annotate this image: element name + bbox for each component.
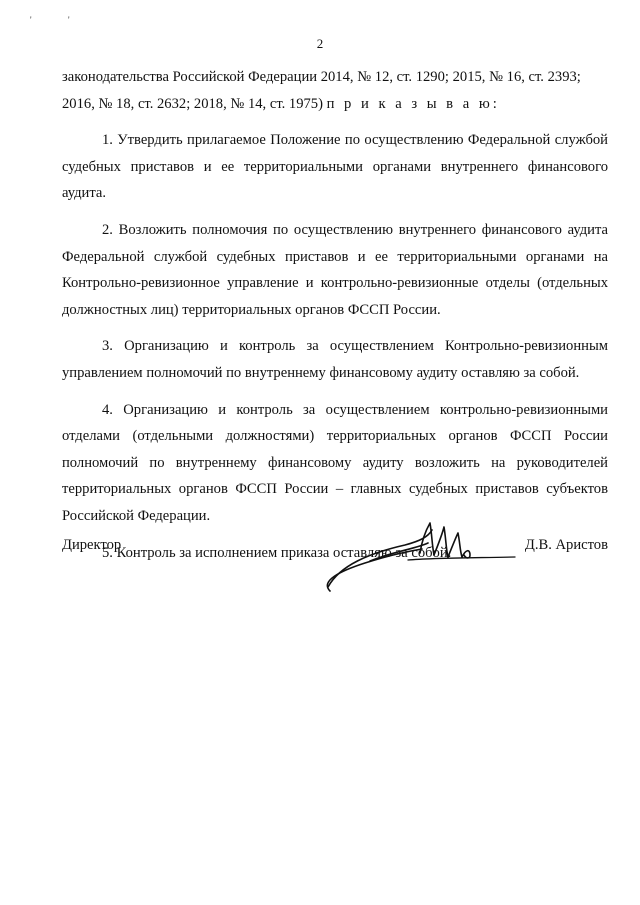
page-number: 2 bbox=[316, 36, 324, 51]
order-keyword: п р и к а з ы в а ю: bbox=[326, 95, 500, 112]
intro-line-1: законодательства Российской Федерации 2014, № 12, ст. 1290; 2015, № 16, ст. 2393; bbox=[62, 69, 581, 85]
order-item-2: 2. Возложить полномочия по осуществлению внутреннего финансового аудита Федеральной службой судебных приставов и ее территориальными органами на Контрольно-ревизионное управление и контрольно-ревизионные отделы (отдельных должностных лиц) территориальных органов ФССП России. bbox=[62, 221, 608, 318]
order-item-1: 1. Утвердить прилагаемое Положение по осуществлению Федеральной службой судебных приставов и ее территориальными органами внутреннего финансового аудита. bbox=[62, 132, 608, 202]
signature-block bbox=[62, 537, 608, 567]
signer-name: Д.В. Аристов bbox=[524, 537, 608, 553]
scan-mark-right: ' bbox=[68, 15, 70, 25]
intro-line-2-text: 2016, № 18, ст. 2632; 2018, № 14, ст. 1975) bbox=[62, 95, 327, 112]
order-item-5: 5. Контроль за исполнением приказа оставляю за собой. bbox=[102, 544, 452, 561]
order-item-4: 4. Организацию и контроль за осуществлением контрольно-ревизионными отделами (отдельными должностями) территориальных органов ФССП России полномочий по внутреннему финансовому аудиту возложить на руководителей территориальных органов ФССП России – главных судебных приставов субъектов Российской Федерации. bbox=[62, 401, 608, 524]
order-item-3: 3. Организацию и контроль за осуществлением Контрольно-ревизионным управлением полномочий по внутреннему финансовому аудиту оставляю за собой. bbox=[62, 338, 608, 381]
scan-mark-left: ' bbox=[30, 15, 32, 25]
document-body bbox=[62, 64, 608, 566]
intro-line-2 bbox=[62, 91, 608, 118]
signer-title: Директор bbox=[62, 537, 122, 553]
